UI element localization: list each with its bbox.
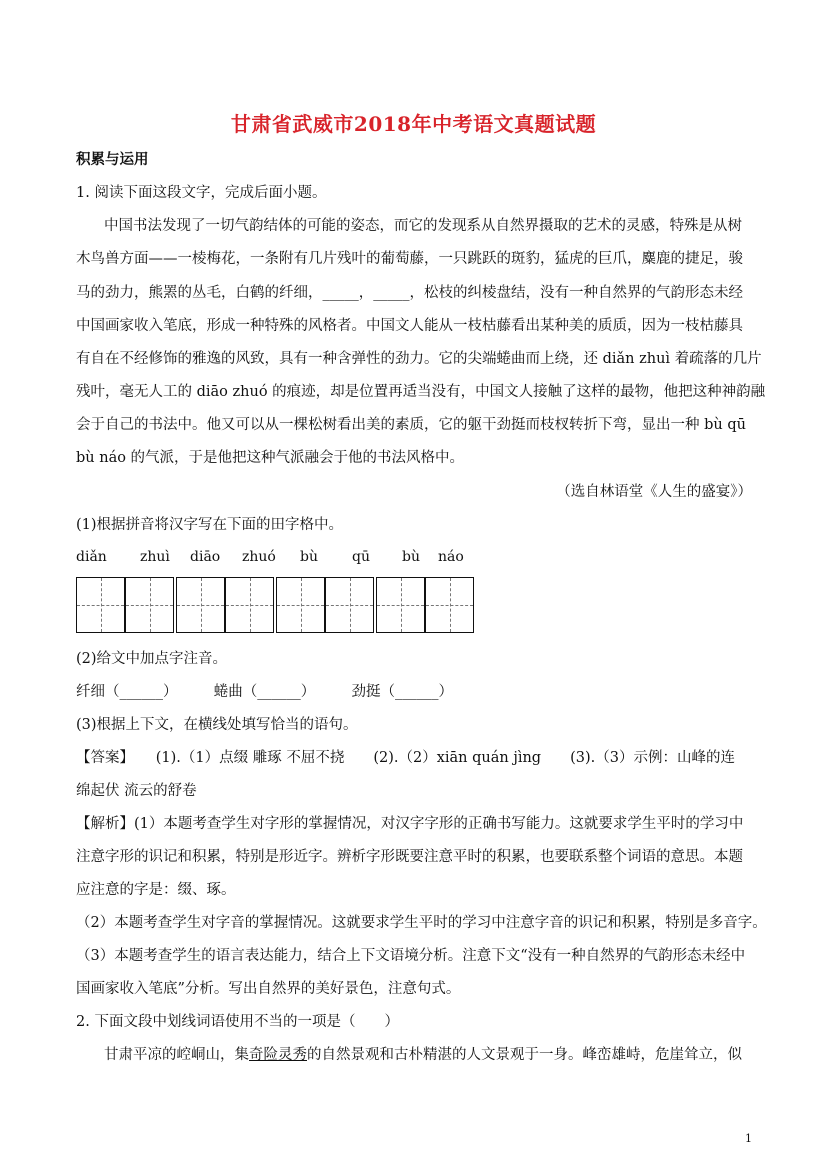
passage-line: 木鸟兽方面——一棱梅花，一条附有几片残叶的葡萄藤，一只跳跃的斑豹，猛虎的巨爪，麋鹿的捷足，骏	[76, 251, 743, 267]
tianzige-cell[interactable]	[276, 577, 325, 633]
question-2-passage	[104, 1045, 754, 1065]
underlined-phrase: 奇险灵秀	[249, 1047, 307, 1063]
question-1-stem: 1. 阅读下面这段文字，完成后面小题。	[76, 185, 327, 201]
tianzige-pair	[276, 577, 374, 633]
page-title: 甘肃省武威市2018年中考语文真题试题	[230, 112, 597, 136]
page-number: 1	[745, 1132, 752, 1145]
tianzige-cell[interactable]	[125, 577, 174, 633]
answer-line: 【答案】 (1).（1）点缀 雕琢 不屈不挠 (2).（2）xiān quán jìng (3).（3）示例：山峰的连	[76, 750, 735, 766]
analysis-line: （3）本题考查学生的语言表达能力，结合上下文语境分析。注意下文“没有一种自然界的气韵形态未经中	[76, 948, 746, 964]
source-citation: （选自林语堂《人生的盛宴》）	[556, 484, 752, 500]
pinyin-label: zhuó	[242, 549, 276, 565]
passage-text: 甘肃平凉的崆峒山，集	[104, 1047, 249, 1063]
pinyin-label: qū	[352, 549, 370, 565]
tianzige-cell[interactable]	[376, 577, 425, 633]
passage-line: 残叶，毫无人工的 diāo zhuó 的痕迹，却是位置再适当没有，中国文人接触了这样的最物，他把这种神韵融	[76, 384, 766, 400]
pinyin-label: zhuì	[140, 549, 170, 565]
tianzige-cell[interactable]	[176, 577, 225, 633]
pinyin-label: diǎn	[76, 549, 107, 565]
passage-line: 中国画家收入笔底，形成一种特殊的风格者。中国文人能从一枝枯藤看出某种美的质质，因为一枝枯藤具	[76, 318, 743, 334]
subquestion-2: (2)给文中加点字注音。	[76, 651, 228, 667]
pinyin-label: diāo	[190, 549, 221, 565]
passage-line: 马的劲力，熊罴的丛毛，白鹤的纤细，_____，_____，松枝的纠棱盘结，没有一种自然界的气韵形态未经	[76, 285, 743, 301]
tianzige-pair	[176, 577, 274, 633]
passage-line: bù náo 的气派，于是他把这种气派融会于他的书法风格中。	[76, 450, 465, 466]
analysis-line: （2）本题考查学生对字音的掌握情况。这就要求学生平时的学习中注意字音的识记和积累，特别是多音字。	[76, 915, 767, 931]
tianzige-cell[interactable]	[76, 577, 125, 633]
pinyin-label: bù	[300, 549, 318, 565]
section-heading: 积累与运用	[76, 151, 149, 168]
tianzige-cell[interactable]	[425, 577, 474, 633]
analysis-line: 【解析】(1）本题考查学生对字形的掌握情况，对汉字字形的正确书写能力。这就要求学生平时的学习中	[76, 816, 744, 832]
pinyin-label: náo	[438, 549, 464, 565]
tianzige-grid	[76, 577, 476, 633]
tianzige-pair	[76, 577, 174, 633]
analysis-line: 应注意的字是：缀、琢。	[76, 882, 236, 898]
pinyin-label: bù	[402, 549, 420, 565]
passage-text: 的自然景观和古朴精湛的人文景观于一身。峰峦雄峙，危崖耸立，似	[307, 1047, 742, 1063]
answer-line: 绵起伏 流云的舒卷	[76, 783, 197, 799]
question-2-stem: 2. 下面文段中划线词语使用不当的一项是（ ）	[76, 1014, 399, 1030]
passage-line: 中国书法发现了一切气韵结体的可能的姿态，而它的发现系从自然界摄取的艺术的灵感，特殊是从树	[104, 218, 742, 234]
subquestion-1: (1)根据拼音将汉字写在下面的田字格中。	[76, 517, 344, 533]
analysis-line: 国画家收入笔底”分析。写出自然界的美好景色，注意句式。	[76, 981, 461, 997]
tianzige-pair	[376, 577, 474, 633]
subquestion-2-items: 纤细（______） 蜷曲（______） 劲挺（______）	[76, 684, 453, 700]
analysis-line: 注意字形的识记和积累，特别是形近字。辨析字形既要注意平时的积累，也要联系整个词语的意思。本题	[76, 849, 743, 865]
tianzige-cell[interactable]	[225, 577, 274, 633]
tianzige-cell[interactable]	[325, 577, 374, 633]
passage-line: 有自在不经修饰的雅逸的风致，具有一种含弹性的劲力。它的尖端蜷曲而上绕，还 diǎn zhuì 着疏落的几片	[76, 351, 762, 367]
subquestion-3: (3)根据上下文，在横线处填写恰当的语句。	[76, 717, 358, 733]
passage-line: 会于自己的书法中。他又可以从一棵松树看出美的素质，它的躯干劲挺而枝杈转折下弯，显出一种 bù qū	[76, 417, 746, 433]
